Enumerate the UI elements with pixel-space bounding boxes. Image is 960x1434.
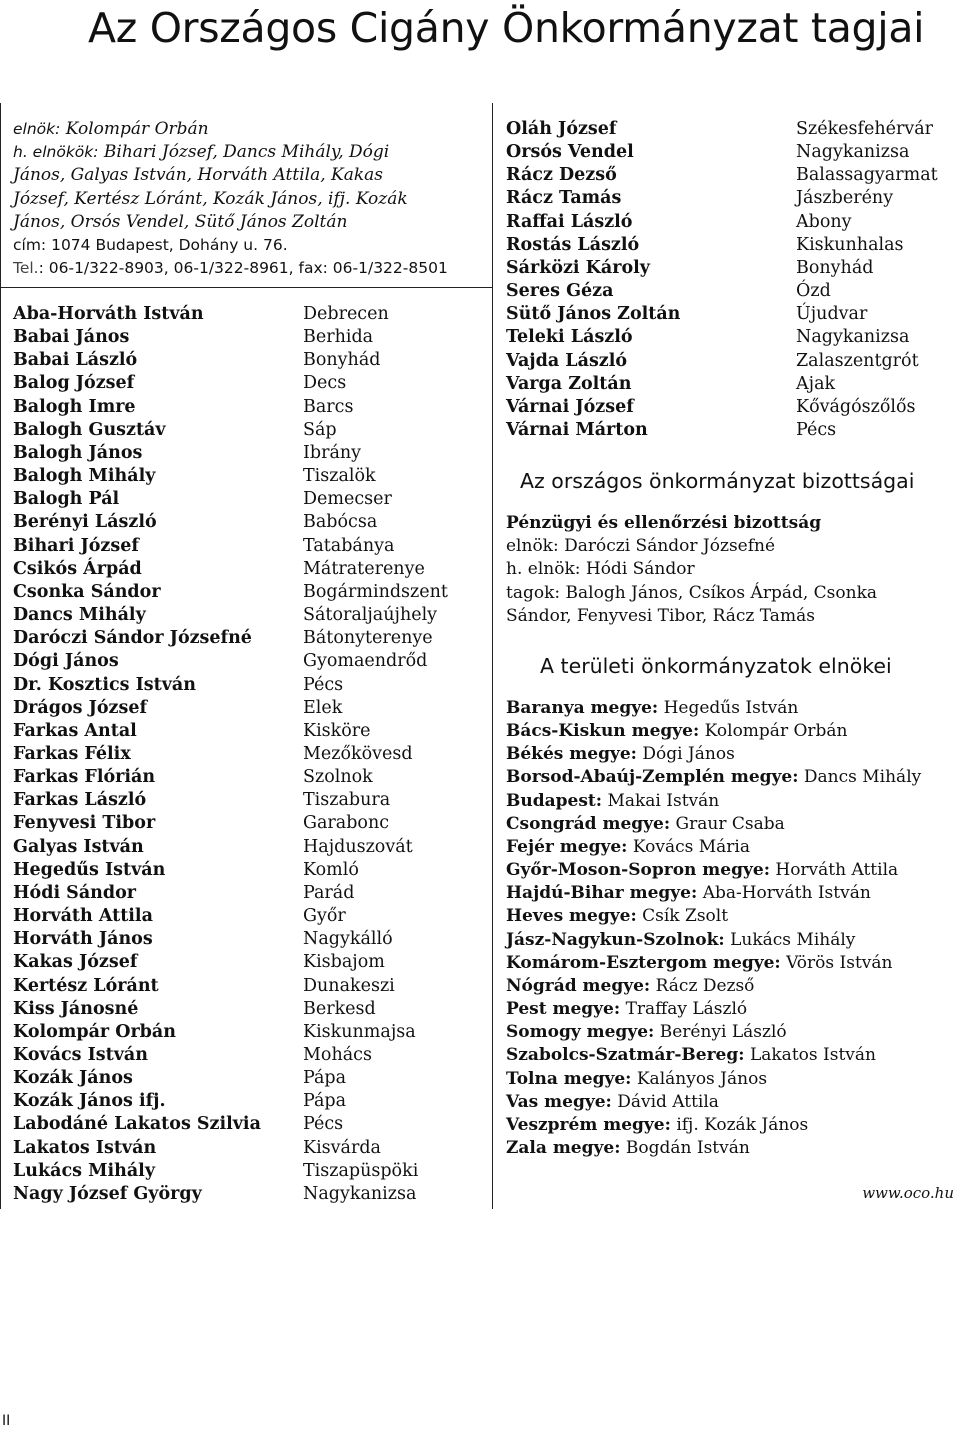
column-divider — [492, 103, 493, 1209]
member-row — [13, 488, 448, 511]
member-row — [13, 396, 448, 419]
member-name: Varga Zoltán — [506, 373, 632, 394]
website-link[interactable]: www.oco.hu — [862, 1184, 954, 1202]
regional-chair-row — [506, 766, 921, 789]
member-name: Vajda László — [506, 350, 628, 371]
member-row — [13, 928, 448, 951]
member-city: Kővágószőlős — [796, 396, 916, 417]
member-name: Rácz Tamás — [506, 188, 622, 209]
member-city: Nagykanizsa — [303, 1183, 417, 1204]
member-city: Elek — [303, 697, 343, 718]
member-row — [13, 882, 448, 905]
member-name: Várnai Márton — [506, 420, 648, 441]
member-row — [506, 118, 938, 141]
member-row — [506, 280, 938, 303]
member-name: Galyas István — [13, 836, 144, 857]
member-city: Mátraterenye — [303, 558, 425, 579]
county-name: Baranya megye: — [506, 698, 659, 718]
member-city: Gyomaendrőd — [303, 651, 428, 672]
member-city: Tiszapüspöki — [303, 1160, 419, 1181]
county-chair: Kovács Mária — [632, 836, 750, 857]
member-row — [13, 627, 448, 650]
county-chair: Lukács Mihály — [730, 929, 856, 950]
member-row — [13, 1160, 448, 1183]
member-city: Mohács — [303, 1045, 372, 1065]
member-row — [13, 743, 448, 766]
member-city: Garabonc — [303, 813, 390, 834]
member-city: Dunakeszi — [303, 975, 395, 996]
member-name: Kozák János — [13, 1068, 133, 1089]
member-name: Balogh Gusztáv — [13, 419, 166, 440]
member-row — [13, 419, 448, 442]
member-city: Berhida — [303, 327, 374, 348]
member-row — [506, 234, 938, 257]
regional-chairs-list — [506, 697, 921, 1160]
member-name: Kozák János ifj. — [13, 1091, 166, 1112]
member-name: Várnai József — [506, 396, 634, 417]
page-title: Az Országos Cigány Önkormányzat tagjai — [88, 4, 925, 52]
member-row — [13, 465, 448, 488]
member-name: Oláh József — [506, 119, 617, 139]
phone-prefix: Tel. — [13, 259, 39, 278]
members-list-right — [506, 118, 938, 442]
county-name: Tolna megye: — [506, 1068, 632, 1089]
member-name: Farkas Flórián — [13, 767, 156, 788]
county-chair: Dógi János — [642, 744, 735, 765]
member-row — [13, 604, 448, 627]
member-name: Kovács István — [13, 1045, 148, 1065]
member-row — [13, 998, 448, 1021]
member-name: Sütő János Zoltán — [506, 304, 681, 325]
county-chair: Aba-Horváth István — [702, 883, 871, 904]
county-chair: Dancs Mihály — [803, 767, 922, 788]
member-name: Hegedűs István — [13, 859, 166, 880]
member-city: Ózd — [796, 281, 831, 302]
member-row — [506, 373, 938, 396]
member-city: Babócsa — [303, 512, 378, 533]
member-name: Farkas Antal — [13, 720, 137, 741]
member-city: Nagykanizsa — [796, 327, 910, 348]
member-city: Tiszalök — [303, 466, 376, 487]
member-row — [506, 164, 938, 187]
member-row — [13, 581, 448, 604]
member-name: Csonka Sándor — [13, 581, 161, 602]
member-name: Farkas Félix — [13, 743, 131, 764]
member-city: Győr — [303, 906, 346, 927]
member-city: Bátonyterenye — [303, 628, 433, 649]
county-chair: Kolompár Orbán — [704, 721, 848, 742]
committee-vice: h. elnök: Hódi Sándor — [506, 559, 695, 580]
county-chair: Dávid Attila — [617, 1091, 719, 1112]
regional-chair-row — [506, 743, 921, 766]
county-name: Komárom-Esztergom megye: — [506, 952, 781, 973]
member-city: Sátoraljaújhely — [303, 605, 438, 626]
member-row — [13, 303, 448, 326]
member-name: Drágos József — [13, 697, 147, 718]
committee-chair: elnök: Daróczi Sándor Józsefné — [506, 536, 776, 557]
member-row — [506, 419, 938, 442]
member-name: Raffai László — [506, 211, 633, 232]
regional-chair-row — [506, 1091, 921, 1114]
member-name: Daróczi Sándor Józsefné — [13, 628, 252, 649]
member-city: Balassagyarmat — [796, 165, 938, 186]
member-name: Fenyvesi Tibor — [13, 813, 156, 834]
member-name: Hódi Sándor — [13, 882, 137, 903]
member-name: Berényi László — [13, 512, 157, 533]
member-city: Sáp — [303, 419, 337, 440]
member-row — [506, 326, 938, 349]
member-name: Horváth János — [13, 929, 153, 950]
regional-chair-row — [506, 998, 921, 1021]
county-name: Fejér megye: — [506, 836, 628, 857]
regional-chair-row — [506, 720, 921, 743]
committee-members: tagok: Balogh János, Csíkos Árpád, Csonka — [506, 582, 878, 603]
leadership-info — [13, 118, 473, 280]
member-city: Komló — [303, 859, 359, 880]
regional-chair-row — [506, 882, 921, 905]
county-name: Bács-Kiskun megye: — [506, 721, 700, 742]
member-row — [13, 1137, 448, 1160]
member-name: Lukács Mihály — [13, 1160, 155, 1181]
regional-chair-row — [506, 1021, 921, 1044]
member-row — [506, 303, 938, 326]
member-city: Kiskunmajsa — [303, 1021, 416, 1042]
county-chair: Csík Zsolt — [642, 906, 729, 927]
member-city: Székesfehérvár — [796, 119, 934, 139]
member-city: Pápa — [303, 1068, 347, 1089]
county-chair: Makai István — [607, 790, 720, 811]
vice-line: Bihari József, Dancs Mihály, Dógi — [103, 142, 390, 163]
member-city: Pécs — [303, 674, 344, 695]
member-name: Rostás László — [506, 234, 640, 255]
member-row — [13, 720, 448, 743]
member-row — [13, 558, 448, 581]
member-city: Demecser — [303, 489, 392, 510]
member-row — [13, 1044, 448, 1067]
committee-members: Sándor, Fenyvesi Tibor, Rácz Tamás — [506, 605, 815, 626]
member-city: Kisvárda — [303, 1137, 381, 1158]
county-name: Hajdú-Bihar megye: — [506, 883, 698, 904]
chair-prefix: elnök: — [13, 120, 61, 138]
regional-chair-row — [506, 1068, 921, 1091]
county-name: Heves megye: — [506, 906, 637, 927]
info-separator — [0, 287, 492, 288]
member-city: Parád — [303, 882, 355, 903]
county-name: Zala megye: — [506, 1137, 621, 1158]
member-name: Csikós Árpád — [13, 558, 142, 579]
member-row — [13, 859, 448, 882]
vice-line: János, Galyas István, Horváth Attila, Kakas — [13, 165, 384, 186]
committee-block — [506, 512, 926, 628]
member-row — [13, 349, 448, 372]
member-city: Zalaszentgrót — [796, 350, 919, 371]
member-name: Sárközi Károly — [506, 257, 650, 278]
county-name: Somogy megye: — [506, 1022, 655, 1043]
member-name: Dancs Mihály — [13, 605, 146, 626]
member-city: Abony — [796, 211, 852, 232]
county-name: Veszprém megye: — [506, 1114, 671, 1135]
member-name: Farkas László — [13, 790, 147, 811]
member-row — [13, 1090, 448, 1113]
member-name: Balogh Mihály — [13, 466, 156, 487]
member-city: Tiszabura — [303, 790, 391, 811]
regional-chair-row — [506, 1137, 921, 1160]
member-row — [13, 1067, 448, 1090]
regional-chair-row — [506, 836, 921, 859]
member-row — [13, 511, 448, 534]
member-city: Hajduszovát — [303, 836, 413, 857]
regional-chair-row — [506, 697, 921, 720]
member-city: Pécs — [796, 420, 837, 441]
member-row — [506, 141, 938, 164]
county-name: Győr-Moson-Sopron megye: — [506, 860, 770, 881]
member-row — [13, 1021, 448, 1044]
regional-chair-row — [506, 1114, 921, 1137]
county-chair: Kalányos János — [636, 1068, 768, 1089]
member-row — [13, 812, 448, 835]
member-city: Jászberény — [796, 188, 894, 209]
member-name: Rácz Dezső — [506, 165, 617, 186]
member-city: Kiskunhalas — [796, 234, 904, 255]
member-city: Bogármindszent — [303, 581, 448, 602]
phone-fax: : 06-1/322-8903, 06-1/322-8961, fax: 06-1/322-8501 — [38, 259, 448, 278]
county-name: Vas megye: — [506, 1091, 612, 1112]
regional-chair-row — [506, 859, 921, 882]
regional-chair-row — [506, 905, 921, 928]
county-chair: Lakatos István — [749, 1045, 876, 1066]
regional-chair-row — [506, 813, 921, 836]
county-name: Borsod-Abaúj-Zemplén megye: — [506, 767, 799, 788]
member-name: Kakas József — [13, 952, 138, 973]
left-column-border — [0, 103, 1, 1209]
member-city: Ibrány — [303, 442, 362, 463]
regional-chair-row — [506, 790, 921, 813]
county-name: Pest megye: — [506, 999, 621, 1020]
member-city: Ajak — [796, 373, 836, 394]
county-chair: Graur Csaba — [675, 813, 785, 834]
member-row — [13, 836, 448, 859]
member-row — [13, 905, 448, 928]
county-chair: Vörös István — [786, 952, 893, 973]
member-name: Seres Géza — [506, 281, 614, 302]
member-row — [13, 766, 448, 789]
regional-chair-row — [506, 975, 921, 998]
member-city: Pápa — [303, 1091, 347, 1112]
member-name: Dr. Kosztics István — [13, 674, 196, 695]
member-row — [13, 1183, 448, 1206]
member-row — [506, 211, 938, 234]
committee-heading: Az országos önkormányzat bizottságai — [520, 469, 915, 493]
member-name: Kiss Jánosné — [13, 998, 139, 1019]
member-city: Bonyhád — [796, 257, 874, 278]
member-name: Nagy József György — [13, 1183, 202, 1204]
county-chair: Hegedűs István — [663, 698, 799, 718]
member-row — [13, 372, 448, 395]
member-city: Barcs — [303, 396, 354, 417]
member-name: Balog József — [13, 373, 135, 394]
member-name: Balogh Pál — [13, 489, 120, 510]
member-name: Babai László — [13, 350, 138, 371]
member-name: Lakatos István — [13, 1137, 157, 1158]
member-city: Újudvar — [796, 304, 868, 325]
county-name: Szabolcs-Szatmár-Bereg: — [506, 1045, 745, 1066]
member-row — [506, 350, 938, 373]
member-city: Tatabánya — [303, 535, 395, 556]
member-name: Kolompár Orbán — [13, 1021, 176, 1042]
member-row — [13, 975, 448, 998]
member-name: Orsós Vendel — [506, 142, 634, 163]
county-name: Budapest: — [506, 790, 603, 811]
county-chair: Rácz Dezső — [655, 975, 755, 996]
member-name: Bihari József — [13, 535, 139, 556]
regional-chair-row — [506, 1044, 921, 1067]
member-name: Dógi János — [13, 651, 119, 672]
county-chair: Horváth Attila — [775, 860, 899, 881]
member-city: Nagykálló — [303, 929, 393, 950]
regional-heading: A területi önkormányzatok elnökei — [540, 654, 892, 678]
county-chair: Traffay László — [625, 999, 748, 1020]
county-name: Nógrád megye: — [506, 975, 651, 996]
members-list-left — [13, 303, 448, 1206]
member-name: Balogh János — [13, 442, 143, 463]
member-name: Teleki László — [506, 327, 633, 348]
member-row — [506, 257, 938, 280]
member-city: Nagykanizsa — [796, 142, 910, 163]
member-name: Aba-Horváth István — [13, 304, 204, 324]
member-city: Pécs — [303, 1114, 344, 1135]
member-row — [13, 326, 448, 349]
member-name: Labodáné Lakatos Szilvia — [13, 1114, 261, 1135]
member-row — [13, 674, 448, 697]
member-city: Szolnok — [303, 767, 373, 788]
member-row — [13, 789, 448, 812]
member-row — [13, 1113, 448, 1136]
county-name: Jász-Nagykun-Szolnok: — [506, 929, 725, 950]
member-city: Debrecen — [303, 304, 389, 324]
county-chair: Bogdán István — [625, 1137, 750, 1158]
county-chair: Berényi László — [659, 1022, 787, 1043]
member-row — [506, 187, 938, 210]
vice-prefix: h. elnökök: — [13, 143, 99, 162]
member-name: Babai János — [13, 327, 130, 348]
member-city: Bonyhád — [303, 350, 381, 371]
member-city: Berkesd — [303, 998, 376, 1019]
member-city: Decs — [303, 373, 347, 394]
county-name: Békés megye: — [506, 744, 637, 765]
county-name: Csongrád megye: — [506, 813, 671, 834]
member-name: Kertész Lóránt — [13, 975, 159, 996]
regional-chair-row — [506, 952, 921, 975]
regional-chair-row — [506, 929, 921, 952]
member-row — [506, 396, 938, 419]
member-city: Kisköre — [303, 720, 371, 741]
member-row — [13, 535, 448, 558]
vice-line: József, Kertész Lóránt, Kozák János, ifj. Kozák — [13, 188, 408, 209]
member-city: Mezőkövesd — [303, 743, 413, 764]
member-row — [13, 650, 448, 673]
member-city: Kisbajom — [303, 952, 385, 973]
page-number: II — [2, 1413, 11, 1429]
member-row — [13, 951, 448, 974]
member-name: Horváth Attila — [13, 906, 153, 927]
chair-name: Kolompár Orbán — [65, 119, 209, 139]
vice-line: János, Orsós Vendel, Sütő János Zoltán — [13, 211, 348, 232]
county-chair: ifj. Kozák János — [676, 1114, 809, 1135]
member-row — [13, 697, 448, 720]
address: cím: 1074 Budapest, Dohány u. 76. — [13, 236, 288, 255]
member-row — [13, 442, 448, 465]
member-name: Balogh Imre — [13, 396, 136, 417]
committee-name: Pénzügyi és ellenőrzési bizottság — [506, 513, 822, 533]
